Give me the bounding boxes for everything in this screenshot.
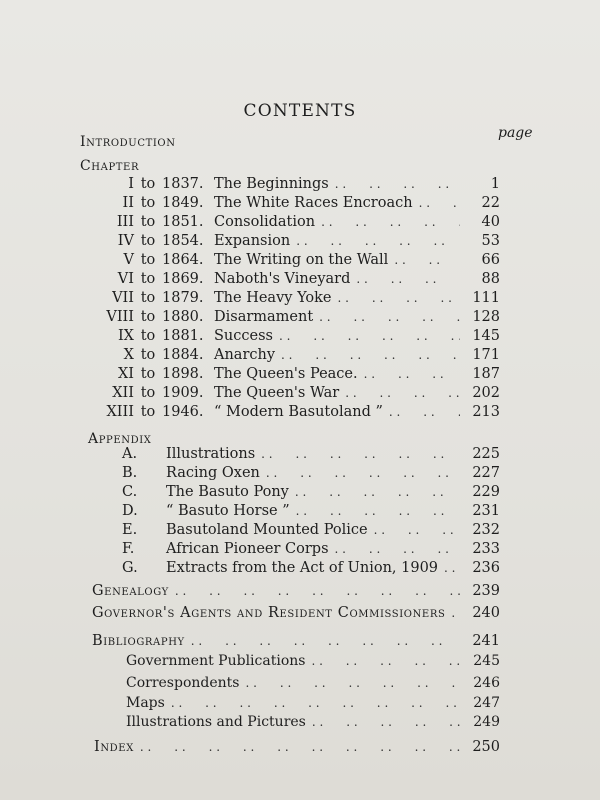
page-number: 250 xyxy=(472,739,500,755)
toc-entry-chapter-6[interactable]: VI to 1869. Naboth's Vineyard . . 88 xyxy=(86,271,500,291)
toc-entry-genealogy[interactable]: Genealogy . . 239 xyxy=(92,583,500,603)
toc-entry-illustrations-and-pictures[interactable]: Illustrations and Pictures . . 249 xyxy=(126,714,500,734)
page-number: 40 xyxy=(481,214,500,230)
page-number: 213 xyxy=(472,404,500,420)
page-number: 53 xyxy=(481,233,500,249)
toc-entry-chapter-9[interactable]: IX to 1881. Success . . 145 xyxy=(86,328,500,348)
toc-entry-correspondents[interactable]: Correspondents . . 246 xyxy=(126,675,500,695)
toc-entry-appendix-b[interactable]: B. Racing Oxen . . 227 xyxy=(122,465,500,485)
toc-entry-chapter-2[interactable]: II to 1849. The White Races Encroach . . 22 xyxy=(86,195,500,215)
page-number: 239 xyxy=(472,583,500,599)
page-number: 111 xyxy=(472,290,500,306)
toc-entry-chapter-13[interactable]: XIII to 1946. “ Modern Basutoland ” . . 213 xyxy=(86,404,500,424)
chapter-heading: Chapter xyxy=(80,158,140,174)
page-number: 202 xyxy=(472,385,500,401)
introduction-heading: Introduction xyxy=(80,134,176,150)
page-number: 236 xyxy=(472,560,500,576)
toc-entry-chapter-7[interactable]: VII to 1879. The Heavy Yoke . . 111 xyxy=(86,290,500,310)
page-number: 240 xyxy=(472,605,500,621)
page-number: 22 xyxy=(481,195,500,211)
page-number: 241 xyxy=(472,633,500,649)
toc-entry-chapter-8[interactable]: VIII to 1880. Disarmament . . 128 xyxy=(86,309,500,329)
page-number: 246 xyxy=(473,675,500,691)
toc-entry-chapter-12[interactable]: XII to 1909. The Queen's War . . 202 xyxy=(86,385,500,405)
toc-entry-maps[interactable]: Maps . . 247 xyxy=(126,695,500,715)
toc-entry-chapter-1[interactable]: I to 1837. The Beginnings . . 1 xyxy=(86,176,500,196)
toc-entry-bibliography[interactable]: Bibliography . . 241 xyxy=(92,633,500,653)
page-number: 1 xyxy=(490,176,500,192)
page-number: 245 xyxy=(473,653,500,669)
toc-entry-chapter-11[interactable]: XI to 1898. The Queen's Peace. . . 187 xyxy=(86,366,500,386)
page-number: 128 xyxy=(472,309,500,325)
toc-entry-governors-agents[interactable]: Governor's Agents and Resident Commissioners . . 240 xyxy=(92,605,500,625)
page-number: 232 xyxy=(472,522,500,538)
page-number: 171 xyxy=(472,347,500,363)
toc-entry-chapter-3[interactable]: III to 1851. Consolidation . . 40 xyxy=(86,214,500,234)
toc-entry-government-publications[interactable]: Government Publications . . 245 xyxy=(126,653,500,673)
page-column-header: page xyxy=(498,125,533,141)
toc-entry-appendix-e[interactable]: E. Basutoland Mounted Police . . 232 xyxy=(122,522,500,542)
page-number: 187 xyxy=(472,366,500,382)
toc-entry-appendix-d[interactable]: D. “ Basuto Horse ” . . 231 xyxy=(122,503,500,523)
page-number: 66 xyxy=(481,252,500,268)
appendix-heading: Appendix xyxy=(88,431,152,447)
toc-entry-appendix-g[interactable]: G. Extracts from the Act of Union, 1909 . . 236 xyxy=(122,560,500,580)
toc-entry-chapter-5[interactable]: V to 1864. The Writing on the Wall . . 66 xyxy=(86,252,500,272)
toc-entry-chapter-10[interactable]: X to 1884. Anarchy . . 171 xyxy=(86,347,500,367)
toc-entry-appendix-f[interactable]: F. African Pioneer Corps . . 233 xyxy=(122,541,500,561)
page-number: 233 xyxy=(472,541,500,557)
toc-entry-index[interactable]: Index . . 250 xyxy=(94,739,500,759)
page-number: 225 xyxy=(472,446,500,462)
page-title: CONTENTS xyxy=(243,101,357,121)
page-number: 247 xyxy=(473,695,500,711)
toc-entry-appendix-c[interactable]: C. The Basuto Pony . . 229 xyxy=(122,484,500,504)
page-number: 227 xyxy=(472,465,500,481)
page-number: 88 xyxy=(481,271,500,287)
toc-entry-chapter-4[interactable]: IV to 1854. Expansion . . 53 xyxy=(86,233,500,253)
page-number: 145 xyxy=(472,328,500,344)
page-number: 229 xyxy=(472,484,500,500)
page-number: 249 xyxy=(473,714,500,730)
toc-entry-appendix-a[interactable]: A. Illustrations . . 225 xyxy=(122,446,500,466)
page-number: 231 xyxy=(472,503,500,519)
